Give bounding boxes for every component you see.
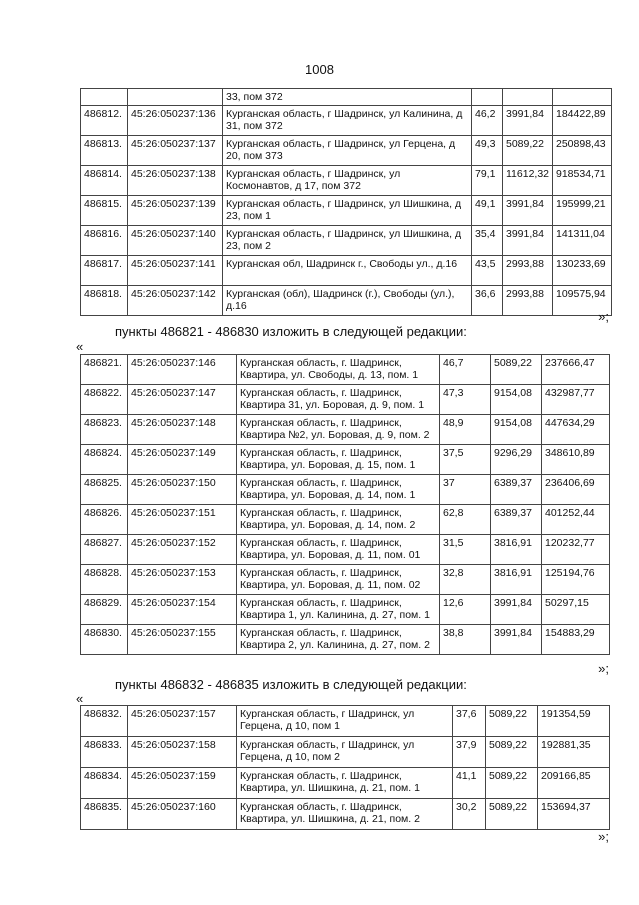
- cell-area: 12,6: [440, 595, 491, 625]
- cell-specific-value: 9296,29: [491, 445, 542, 475]
- cell-specific-value: [503, 89, 553, 106]
- cell-address: Курганская область, г. Шадринск, Квартира, ул. Свободы, д. 13, пом. 1: [237, 355, 440, 385]
- cell-cadastral-number: 45:26:050237:140: [128, 226, 223, 256]
- cell-row-number: 486821.: [81, 355, 128, 385]
- cell-area: 43,5: [472, 256, 503, 286]
- cell-row-number: 486813.: [81, 136, 128, 166]
- cell-address: Курганская область, г. Шадринск, Квартира, ул. Шишкина, д. 21, пом. 1: [237, 768, 453, 799]
- cell-cadastral-number: 45:26:050237:151: [128, 505, 237, 535]
- cell-address: Курганская область, г Шадринск, ул Герцена, д 10, пом 1: [237, 706, 453, 737]
- cell-specific-value: 5089,22: [503, 136, 553, 166]
- cell-specific-value: 6389,37: [491, 505, 542, 535]
- cell-cadastral-number: 45:26:050237:150: [128, 475, 237, 505]
- cell-cadastral-value: 432987,77: [542, 385, 610, 415]
- cell-cadastral-number: 45:26:050237:149: [128, 445, 237, 475]
- cell-cadastral-value: 141311,04: [553, 226, 612, 256]
- table-row: [81, 799, 610, 830]
- cell-cadastral-number: 45:26:050237:137: [128, 136, 223, 166]
- cell-area: 30,2: [453, 799, 486, 830]
- cell-address: Курганская область, г Шадринск, ул Калинина, д 31, пом 372: [223, 106, 472, 136]
- cell-address: Курганская область, г Шадринск, ул Герцена, д 20, пом 373: [223, 136, 472, 166]
- cell-area: 32,8: [440, 565, 491, 595]
- cell-cadastral-number: 45:26:050237:158: [128, 737, 237, 768]
- cell-row-number: 486818.: [81, 286, 128, 316]
- cell-cadastral-value: 153694,37: [538, 799, 610, 830]
- cell-specific-value: 2993,88: [503, 256, 553, 286]
- cell-row-number: 486827.: [81, 535, 128, 565]
- cell-address: Курганская область, г. Шадринск, Квартира, ул. Боровая, д. 11, пом. 02: [237, 565, 440, 595]
- cell-area: 37,5: [440, 445, 491, 475]
- cell-row-number: 486814.: [81, 166, 128, 196]
- cell-address: Курганская область, г. Шадринск, Квартира №2, ул. Боровая, д. 9, пом. 2: [237, 415, 440, 445]
- cell-row-number: 486834.: [81, 768, 128, 799]
- registry-table-3: [80, 705, 610, 830]
- table-row: [81, 415, 610, 445]
- cell-area: 37: [440, 475, 491, 505]
- table-row: [81, 565, 610, 595]
- cell-area: 79,1: [472, 166, 503, 196]
- cell-address: 33, пом 372: [223, 89, 472, 106]
- table-row: [81, 706, 610, 737]
- cell-cadastral-value: 250898,43: [553, 136, 612, 166]
- cell-specific-value: 3991,84: [503, 196, 553, 226]
- cell-cadastral-number: 45:26:050237:146: [128, 355, 237, 385]
- table-row: [81, 625, 610, 655]
- opening-quote: «: [76, 691, 84, 706]
- cell-cadastral-number: 45:26:050237:141: [128, 256, 223, 286]
- cell-specific-value: 11612,32: [503, 166, 553, 196]
- cell-cadastral-number: 45:26:050237:148: [128, 415, 237, 445]
- cell-address: Курганская область, г. Шадринск, Квартира, ул. Боровая, д. 14, пом. 2: [237, 505, 440, 535]
- cell-area: 38,8: [440, 625, 491, 655]
- cell-row-number: 486824.: [81, 445, 128, 475]
- cell-row-number: 486817.: [81, 256, 128, 286]
- cell-cadastral-number: 45:26:050237:152: [128, 535, 237, 565]
- cell-specific-value: 5089,22: [486, 706, 538, 737]
- cell-row-number: 486832.: [81, 706, 128, 737]
- table-row: [81, 737, 610, 768]
- cell-row-number: 486835.: [81, 799, 128, 830]
- amendment-instruction: пункты 486832 - 486835 изложить в следующей редакции:: [115, 677, 467, 692]
- cell-row-number: 486816.: [81, 226, 128, 256]
- cell-cadastral-value: 192881,35: [538, 737, 610, 768]
- cell-cadastral-number: 45:26:050237:159: [128, 768, 237, 799]
- table-row: [81, 256, 612, 286]
- table-row: [81, 196, 612, 226]
- table-row: [81, 445, 610, 475]
- cell-cadastral-value: 401252,44: [542, 505, 610, 535]
- cell-cadastral-value: 125194,76: [542, 565, 610, 595]
- cell-address: Курганская область, г Шадринск, ул Шишкина, д 23, пом 2: [223, 226, 472, 256]
- cell-specific-value: 3991,84: [491, 595, 542, 625]
- cell-area: 36,6: [472, 286, 503, 316]
- cell-area: 31,5: [440, 535, 491, 565]
- cell-row-number: 486829.: [81, 595, 128, 625]
- page-number: 1008: [305, 62, 334, 77]
- cell-specific-value: 3991,84: [503, 226, 553, 256]
- cell-area: 41,1: [453, 768, 486, 799]
- cell-row-number: 486833.: [81, 737, 128, 768]
- cell-area: 49,3: [472, 136, 503, 166]
- closing-quote: »;: [598, 309, 609, 324]
- cell-row-number: 486826.: [81, 505, 128, 535]
- table-row: [81, 136, 612, 166]
- registry-table-2: [80, 354, 610, 655]
- cell-cadastral-value: 184422,89: [553, 106, 612, 136]
- cell-cadastral-number: 45:26:050237:138: [128, 166, 223, 196]
- cell-cadastral-value: [553, 89, 612, 106]
- cell-cadastral-value: 918534,71: [553, 166, 612, 196]
- cell-row-number: 486825.: [81, 475, 128, 505]
- cell-cadastral-value: 130233,69: [553, 256, 612, 286]
- cell-address: Курганская область, г Шадринск, ул Космонавтов, д 17, пом 372: [223, 166, 472, 196]
- cell-cadastral-value: 154883,29: [542, 625, 610, 655]
- cell-area: 48,9: [440, 415, 491, 445]
- cell-specific-value: 5089,22: [491, 355, 542, 385]
- cell-address: Курганская область, г. Шадринск, Квартира 1, ул. Калинина, д. 27, пом. 1: [237, 595, 440, 625]
- table-row: [81, 385, 610, 415]
- cell-cadastral-value: 109575,94: [553, 286, 612, 316]
- closing-quote: »;: [598, 829, 609, 844]
- cell-cadastral-number: 45:26:050237:139: [128, 196, 223, 226]
- cell-row-number: [81, 89, 128, 106]
- cell-cadastral-value: 191354,59: [538, 706, 610, 737]
- cell-address: Курганская область, г. Шадринск, Квартира 31, ул. Боровая, д. 9, пом. 1: [237, 385, 440, 415]
- cell-area: 49,1: [472, 196, 503, 226]
- cell-cadastral-number: 45:26:050237:157: [128, 706, 237, 737]
- cell-address: Курганская область, г Шадринск, ул Шишкина, д 23, пом 1: [223, 196, 472, 226]
- cell-address: Курганская область, г. Шадринск, Квартира, ул. Боровая, д. 11, пом. 01: [237, 535, 440, 565]
- cell-specific-value: 3816,91: [491, 565, 542, 595]
- cell-row-number: 486823.: [81, 415, 128, 445]
- closing-quote: »;: [598, 661, 609, 676]
- cell-address: Курганская область, г. Шадринск, Квартира, ул. Боровая, д. 15, пом. 1: [237, 445, 440, 475]
- cell-cadastral-number: 45:26:050237:154: [128, 595, 237, 625]
- cell-area: 62,8: [440, 505, 491, 535]
- cell-row-number: 486812.: [81, 106, 128, 136]
- table-row: [81, 535, 610, 565]
- cell-cadastral-value: 50297,15: [542, 595, 610, 625]
- cell-cadastral-number: 45:26:050237:142: [128, 286, 223, 316]
- cell-specific-value: 2993,88: [503, 286, 553, 316]
- cell-specific-value: 5089,22: [486, 737, 538, 768]
- cell-area: 37,9: [453, 737, 486, 768]
- table-row: [81, 355, 610, 385]
- cell-cadastral-number: 45:26:050237:153: [128, 565, 237, 595]
- cell-specific-value: 9154,08: [491, 385, 542, 415]
- cell-cadastral-value: 236406,69: [542, 475, 610, 505]
- cell-cadastral-number: [128, 89, 223, 106]
- cell-address: Курганская обл, Шадринск г., Свободы ул., д.16: [223, 256, 472, 286]
- cell-cadastral-number: 45:26:050237:160: [128, 799, 237, 830]
- cell-area: 46,7: [440, 355, 491, 385]
- table-row: [81, 166, 612, 196]
- cell-area: 47,3: [440, 385, 491, 415]
- cell-area: 37,6: [453, 706, 486, 737]
- cell-row-number: 486815.: [81, 196, 128, 226]
- cell-area: 35,4: [472, 226, 503, 256]
- cell-cadastral-number: 45:26:050237:136: [128, 106, 223, 136]
- table-row: [81, 226, 612, 256]
- amendment-instruction: пункты 486821 - 486830 изложить в следующей редакции:: [115, 324, 467, 339]
- opening-quote: «: [76, 339, 84, 354]
- cell-cadastral-value: 447634,29: [542, 415, 610, 445]
- cell-address: Курганская область, г Шадринск, ул Герцена, д 10, пом 2: [237, 737, 453, 768]
- cell-cadastral-value: 237666,47: [542, 355, 610, 385]
- cell-specific-value: 3991,84: [491, 625, 542, 655]
- cell-address: Курганская область, г. Шадринск, Квартира, ул. Шишкина, д. 21, пом. 2: [237, 799, 453, 830]
- cell-address: Курганская (обл), Шадринск (г.), Свободы (ул.), д.16: [223, 286, 472, 316]
- table-row: [81, 505, 610, 535]
- cell-area: [472, 89, 503, 106]
- cell-cadastral-value: 209166,85: [538, 768, 610, 799]
- table-row: [81, 768, 610, 799]
- cell-address: Курганская область, г. Шадринск, Квартира 2, ул. Калинина, д. 27, пом. 2: [237, 625, 440, 655]
- cell-specific-value: 3991,84: [503, 106, 553, 136]
- cell-specific-value: 5089,22: [486, 799, 538, 830]
- table-row: [81, 286, 612, 316]
- table-row: [81, 106, 612, 136]
- table-row: [81, 595, 610, 625]
- cell-specific-value: 9154,08: [491, 415, 542, 445]
- cell-cadastral-number: 45:26:050237:155: [128, 625, 237, 655]
- cell-specific-value: 3816,91: [491, 535, 542, 565]
- cell-area: 46,2: [472, 106, 503, 136]
- registry-table-1: [80, 88, 612, 316]
- cell-cadastral-number: 45:26:050237:147: [128, 385, 237, 415]
- cell-specific-value: 5089,22: [486, 768, 538, 799]
- cell-row-number: 486828.: [81, 565, 128, 595]
- cell-cadastral-value: 348610,89: [542, 445, 610, 475]
- table-row: [81, 475, 610, 505]
- cell-row-number: 486822.: [81, 385, 128, 415]
- table-row: [81, 89, 612, 106]
- cell-row-number: 486830.: [81, 625, 128, 655]
- cell-cadastral-value: 120232,77: [542, 535, 610, 565]
- cell-specific-value: 6389,37: [491, 475, 542, 505]
- cell-cadastral-value: 195999,21: [553, 196, 612, 226]
- cell-address: Курганская область, г. Шадринск, Квартира, ул. Боровая, д. 14, пом. 1: [237, 475, 440, 505]
